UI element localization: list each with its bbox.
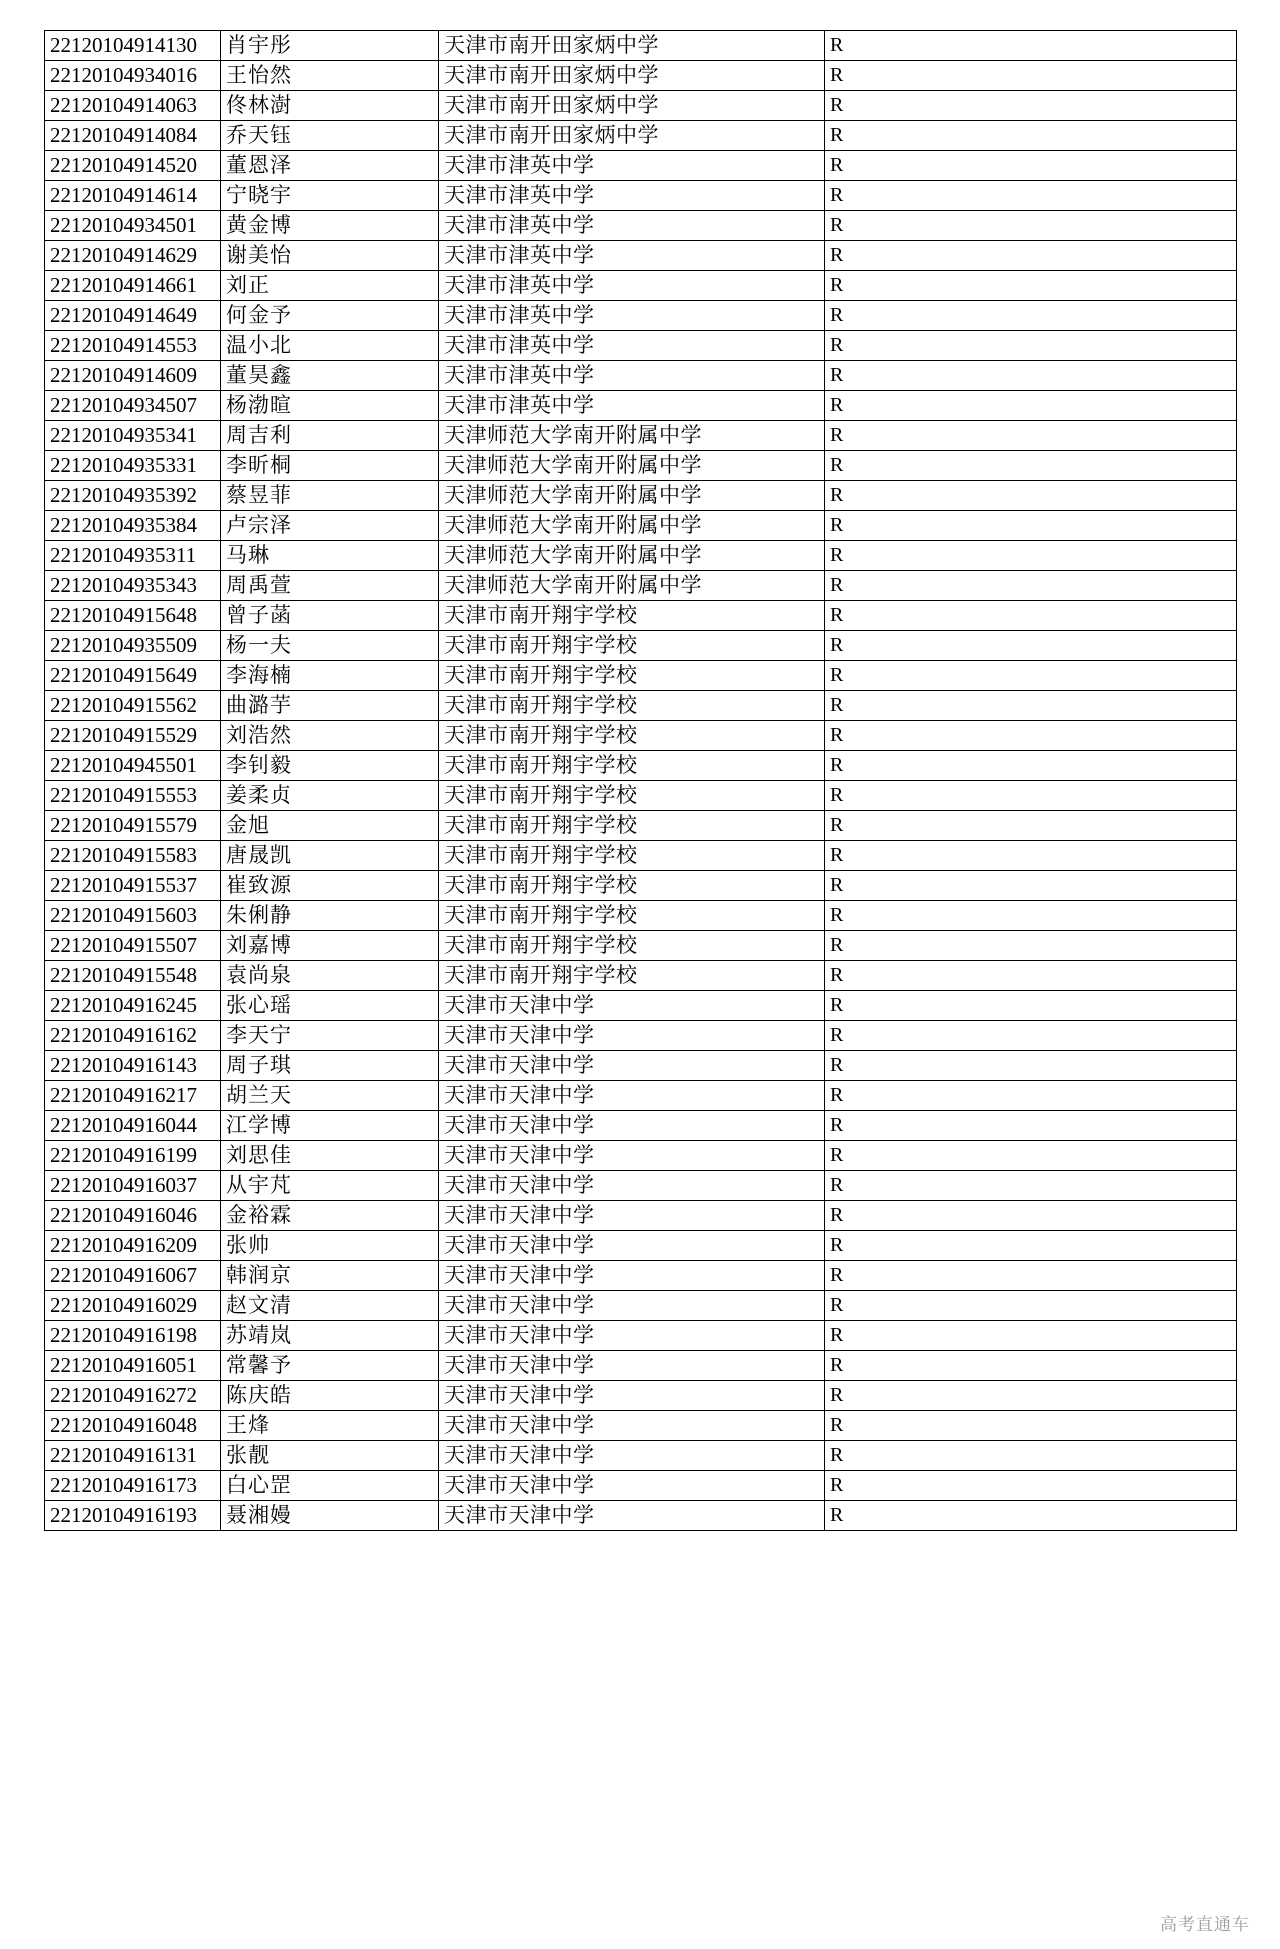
table-row [45,1051,1237,1081]
cell-school-name: 天津市津英中学 [439,241,825,271]
cell-candidate-id: 22120104945501 [45,751,221,781]
table-row [45,1171,1237,1201]
cell-student-name: 卢宗泽 [221,511,439,541]
cell-school-name: 天津市天津中学 [439,1111,825,1141]
cell-candidate-id: 22120104914130 [45,31,221,61]
cell-student-name: 黄金博 [221,211,439,241]
table-row [45,31,1237,61]
cell-candidate-id: 22120104916044 [45,1111,221,1141]
cell-flag: R [825,1171,1237,1201]
cell-school-name: 天津市天津中学 [439,1021,825,1051]
cell-student-name: 温小北 [221,331,439,361]
cell-school-name: 天津师范大学南开附属中学 [439,451,825,481]
cell-flag: R [825,151,1237,181]
cell-student-name: 周子琪 [221,1051,439,1081]
cell-student-name: 肖宇彤 [221,31,439,61]
cell-school-name: 天津市天津中学 [439,1321,825,1351]
cell-flag: R [825,811,1237,841]
cell-candidate-id: 22120104916245 [45,991,221,1021]
cell-student-name: 唐晟凯 [221,841,439,871]
cell-flag: R [825,781,1237,811]
cell-candidate-id: 22120104914553 [45,331,221,361]
cell-school-name: 天津市南开翔宇学校 [439,661,825,691]
table-row [45,361,1237,391]
cell-school-name: 天津市南开田家炳中学 [439,61,825,91]
cell-school-name: 天津市南开翔宇学校 [439,631,825,661]
cell-student-name: 刘思佳 [221,1141,439,1171]
cell-candidate-id: 22120104916193 [45,1501,221,1531]
cell-school-name: 天津师范大学南开附属中学 [439,541,825,571]
table-row [45,1381,1237,1411]
table-row [45,1321,1237,1351]
cell-candidate-id: 22120104916067 [45,1261,221,1291]
table-row [45,991,1237,1021]
cell-student-name: 杨渤暄 [221,391,439,421]
cell-student-name: 刘嘉博 [221,931,439,961]
cell-school-name: 天津市津英中学 [439,301,825,331]
cell-candidate-id: 22120104915648 [45,601,221,631]
cell-candidate-id: 22120104916131 [45,1441,221,1471]
cell-flag: R [825,91,1237,121]
cell-candidate-id: 22120104915583 [45,841,221,871]
cell-student-name: 王怡然 [221,61,439,91]
cell-flag: R [825,931,1237,961]
cell-school-name: 天津市天津中学 [439,1141,825,1171]
cell-student-name: 韩润京 [221,1261,439,1291]
cell-flag: R [825,901,1237,931]
cell-student-name: 李海楠 [221,661,439,691]
cell-flag: R [825,1411,1237,1441]
cell-candidate-id: 22120104935343 [45,571,221,601]
cell-candidate-id: 22120104914649 [45,301,221,331]
cell-school-name: 天津市津英中学 [439,361,825,391]
table-row [45,961,1237,991]
cell-candidate-id: 22120104935392 [45,481,221,511]
cell-candidate-id: 22120104916051 [45,1351,221,1381]
cell-student-name: 袁尚泉 [221,961,439,991]
cell-student-name: 杨一夫 [221,631,439,661]
table-row [45,301,1237,331]
cell-flag: R [825,541,1237,571]
table-row [45,241,1237,271]
cell-candidate-id: 22120104934016 [45,61,221,91]
cell-student-name: 江学博 [221,1111,439,1141]
cell-student-name: 姜柔贞 [221,781,439,811]
cell-school-name: 天津市津英中学 [439,151,825,181]
cell-flag: R [825,1321,1237,1351]
table-row [45,721,1237,751]
table-row [45,1111,1237,1141]
table-row [45,1141,1237,1171]
table-row [45,841,1237,871]
cell-flag: R [825,871,1237,901]
cell-student-name: 张靓 [221,1441,439,1471]
cell-school-name: 天津市津英中学 [439,181,825,211]
cell-school-name: 天津市南开田家炳中学 [439,121,825,151]
table-row [45,1351,1237,1381]
cell-student-name: 周禹萱 [221,571,439,601]
table-row [45,811,1237,841]
cell-candidate-id: 22120104915548 [45,961,221,991]
cell-candidate-id: 22120104915579 [45,811,221,841]
cell-school-name: 天津师范大学南开附属中学 [439,511,825,541]
cell-candidate-id: 22120104914520 [45,151,221,181]
cell-flag: R [825,1141,1237,1171]
cell-student-name: 苏靖岚 [221,1321,439,1351]
cell-candidate-id: 22120104935509 [45,631,221,661]
cell-student-name: 曲潞芋 [221,691,439,721]
cell-student-name: 马琳 [221,541,439,571]
table-row [45,901,1237,931]
cell-student-name: 金旭 [221,811,439,841]
cell-flag: R [825,1021,1237,1051]
cell-flag: R [825,601,1237,631]
cell-school-name: 天津市南开翔宇学校 [439,901,825,931]
table-row [45,1471,1237,1501]
cell-candidate-id: 22120104915529 [45,721,221,751]
cell-flag: R [825,1501,1237,1531]
cell-flag: R [825,451,1237,481]
cell-school-name: 天津市天津中学 [439,1081,825,1111]
table-row [45,61,1237,91]
table-row [45,91,1237,121]
cell-candidate-id: 22120104915537 [45,871,221,901]
cell-school-name: 天津市天津中学 [439,1381,825,1411]
cell-candidate-id: 22120104914063 [45,91,221,121]
cell-flag: R [825,1111,1237,1141]
cell-student-name: 周吉利 [221,421,439,451]
cell-flag: R [825,991,1237,1021]
cell-candidate-id: 22120104914084 [45,121,221,151]
table-row [45,271,1237,301]
cell-student-name: 崔致源 [221,871,439,901]
table-row [45,511,1237,541]
cell-candidate-id: 22120104915507 [45,931,221,961]
cell-flag: R [825,661,1237,691]
cell-candidate-id: 22120104916046 [45,1201,221,1231]
table-row [45,661,1237,691]
cell-flag: R [825,1351,1237,1381]
table-row [45,751,1237,781]
cell-flag: R [825,61,1237,91]
cell-student-name: 宁晓宇 [221,181,439,211]
cell-student-name: 从宇芃 [221,1171,439,1201]
table-row [45,1081,1237,1111]
table-row [45,1231,1237,1261]
cell-flag: R [825,571,1237,601]
table-row [45,931,1237,961]
cell-candidate-id: 22120104916029 [45,1291,221,1321]
cell-school-name: 天津市天津中学 [439,1201,825,1231]
cell-candidate-id: 22120104916048 [45,1411,221,1441]
cell-flag: R [825,1471,1237,1501]
cell-student-name: 乔天钰 [221,121,439,151]
cell-flag: R [825,121,1237,151]
cell-flag: R [825,271,1237,301]
cell-flag: R [825,31,1237,61]
cell-school-name: 天津市天津中学 [439,991,825,1021]
cell-student-name: 谢美怡 [221,241,439,271]
cell-candidate-id: 22120104915649 [45,661,221,691]
cell-flag: R [825,1051,1237,1081]
cell-student-name: 张帅 [221,1231,439,1261]
cell-student-name: 张心瑶 [221,991,439,1021]
cell-flag: R [825,1381,1237,1411]
cell-school-name: 天津师范大学南开附属中学 [439,571,825,601]
cell-candidate-id: 22120104934507 [45,391,221,421]
roster-table-body [45,31,1237,1531]
cell-school-name: 天津师范大学南开附属中学 [439,421,825,451]
cell-flag: R [825,241,1237,271]
cell-student-name: 刘浩然 [221,721,439,751]
cell-school-name: 天津市天津中学 [439,1261,825,1291]
cell-student-name: 朱俐静 [221,901,439,931]
cell-student-name: 李昕桐 [221,451,439,481]
cell-flag: R [825,1201,1237,1231]
cell-flag: R [825,1081,1237,1111]
cell-flag: R [825,391,1237,421]
table-row [45,691,1237,721]
cell-student-name: 王烽 [221,1411,439,1441]
roster-table-container [44,30,1236,1531]
table-row [45,1201,1237,1231]
cell-flag: R [825,361,1237,391]
table-row [45,1411,1237,1441]
cell-flag: R [825,211,1237,241]
table-row [45,541,1237,571]
table-row [45,871,1237,901]
cell-flag: R [825,1231,1237,1261]
cell-school-name: 天津市南开翔宇学校 [439,871,825,901]
cell-candidate-id: 22120104916199 [45,1141,221,1171]
cell-student-name: 李天宁 [221,1021,439,1051]
roster-table [44,30,1237,1531]
cell-flag: R [825,421,1237,451]
table-row [45,151,1237,181]
cell-student-name: 白心罡 [221,1471,439,1501]
cell-student-name: 蔡昱菲 [221,481,439,511]
cell-candidate-id: 22120104915553 [45,781,221,811]
cell-school-name: 天津市天津中学 [439,1441,825,1471]
cell-flag: R [825,511,1237,541]
table-row [45,631,1237,661]
cell-student-name: 胡兰天 [221,1081,439,1111]
cell-school-name: 天津市南开翔宇学校 [439,691,825,721]
table-row [45,1291,1237,1321]
cell-school-name: 天津市天津中学 [439,1411,825,1441]
cell-flag: R [825,721,1237,751]
table-row [45,1501,1237,1531]
table-row [45,1441,1237,1471]
cell-flag: R [825,1291,1237,1321]
cell-school-name: 天津市天津中学 [439,1231,825,1261]
cell-candidate-id: 22120104935341 [45,421,221,451]
table-row [45,571,1237,601]
cell-candidate-id: 22120104934501 [45,211,221,241]
table-row [45,1261,1237,1291]
cell-student-name: 何金予 [221,301,439,331]
cell-school-name: 天津市天津中学 [439,1171,825,1201]
cell-school-name: 天津市南开翔宇学校 [439,721,825,751]
cell-student-name: 董恩泽 [221,151,439,181]
cell-school-name: 天津市南开翔宇学校 [439,931,825,961]
cell-school-name: 天津市津英中学 [439,211,825,241]
cell-candidate-id: 22120104914614 [45,181,221,211]
cell-flag: R [825,841,1237,871]
cell-flag: R [825,961,1237,991]
cell-candidate-id: 22120104915603 [45,901,221,931]
cell-candidate-id: 22120104914629 [45,241,221,271]
cell-school-name: 天津市天津中学 [439,1501,825,1531]
cell-candidate-id: 22120104916272 [45,1381,221,1411]
cell-candidate-id: 22120104914609 [45,361,221,391]
cell-student-name: 李钊毅 [221,751,439,781]
cell-candidate-id: 22120104916209 [45,1231,221,1261]
cell-student-name: 常馨予 [221,1351,439,1381]
cell-school-name: 天津市天津中学 [439,1051,825,1081]
table-row [45,391,1237,421]
cell-school-name: 天津市南开翔宇学校 [439,751,825,781]
cell-school-name: 天津市津英中学 [439,271,825,301]
cell-school-name: 天津市天津中学 [439,1351,825,1381]
cell-candidate-id: 22120104935384 [45,511,221,541]
cell-flag: R [825,1261,1237,1291]
cell-flag: R [825,1441,1237,1471]
cell-student-name: 刘正 [221,271,439,301]
cell-candidate-id: 22120104916198 [45,1321,221,1351]
cell-candidate-id: 22120104915562 [45,691,221,721]
cell-school-name: 天津市天津中学 [439,1291,825,1321]
cell-candidate-id: 22120104916217 [45,1081,221,1111]
cell-student-name: 聂湘嫚 [221,1501,439,1531]
cell-school-name: 天津市津英中学 [439,391,825,421]
cell-student-name: 曾子菡 [221,601,439,631]
cell-school-name: 天津市津英中学 [439,331,825,361]
cell-school-name: 天津市南开田家炳中学 [439,31,825,61]
cell-flag: R [825,301,1237,331]
table-row [45,331,1237,361]
cell-school-name: 天津市南开翔宇学校 [439,811,825,841]
table-row [45,211,1237,241]
cell-student-name: 赵文清 [221,1291,439,1321]
cell-school-name: 天津市南开田家炳中学 [439,91,825,121]
cell-flag: R [825,691,1237,721]
cell-candidate-id: 22120104935331 [45,451,221,481]
cell-school-name: 天津师范大学南开附属中学 [439,481,825,511]
table-row [45,421,1237,451]
cell-candidate-id: 22120104916173 [45,1471,221,1501]
cell-candidate-id: 22120104914661 [45,271,221,301]
cell-student-name: 佟林澍 [221,91,439,121]
cell-school-name: 天津市南开翔宇学校 [439,961,825,991]
cell-student-name: 陈庆皓 [221,1381,439,1411]
table-row [45,181,1237,211]
table-row [45,1021,1237,1051]
cell-candidate-id: 22120104935311 [45,541,221,571]
cell-student-name: 董昊鑫 [221,361,439,391]
table-row [45,451,1237,481]
cell-school-name: 天津市天津中学 [439,1471,825,1501]
table-row [45,121,1237,151]
cell-candidate-id: 22120104916162 [45,1021,221,1051]
cell-candidate-id: 22120104916037 [45,1171,221,1201]
watermark: 高考直通车 [1160,1915,1250,1935]
table-row [45,601,1237,631]
cell-flag: R [825,181,1237,211]
cell-student-name: 金裕霖 [221,1201,439,1231]
cell-school-name: 天津市南开翔宇学校 [439,781,825,811]
table-row [45,481,1237,511]
cell-flag: R [825,631,1237,661]
cell-candidate-id: 22120104916143 [45,1051,221,1081]
cell-school-name: 天津市南开翔宇学校 [439,601,825,631]
cell-school-name: 天津市南开翔宇学校 [439,841,825,871]
cell-flag: R [825,331,1237,361]
cell-flag: R [825,481,1237,511]
table-row [45,781,1237,811]
cell-flag: R [825,751,1237,781]
